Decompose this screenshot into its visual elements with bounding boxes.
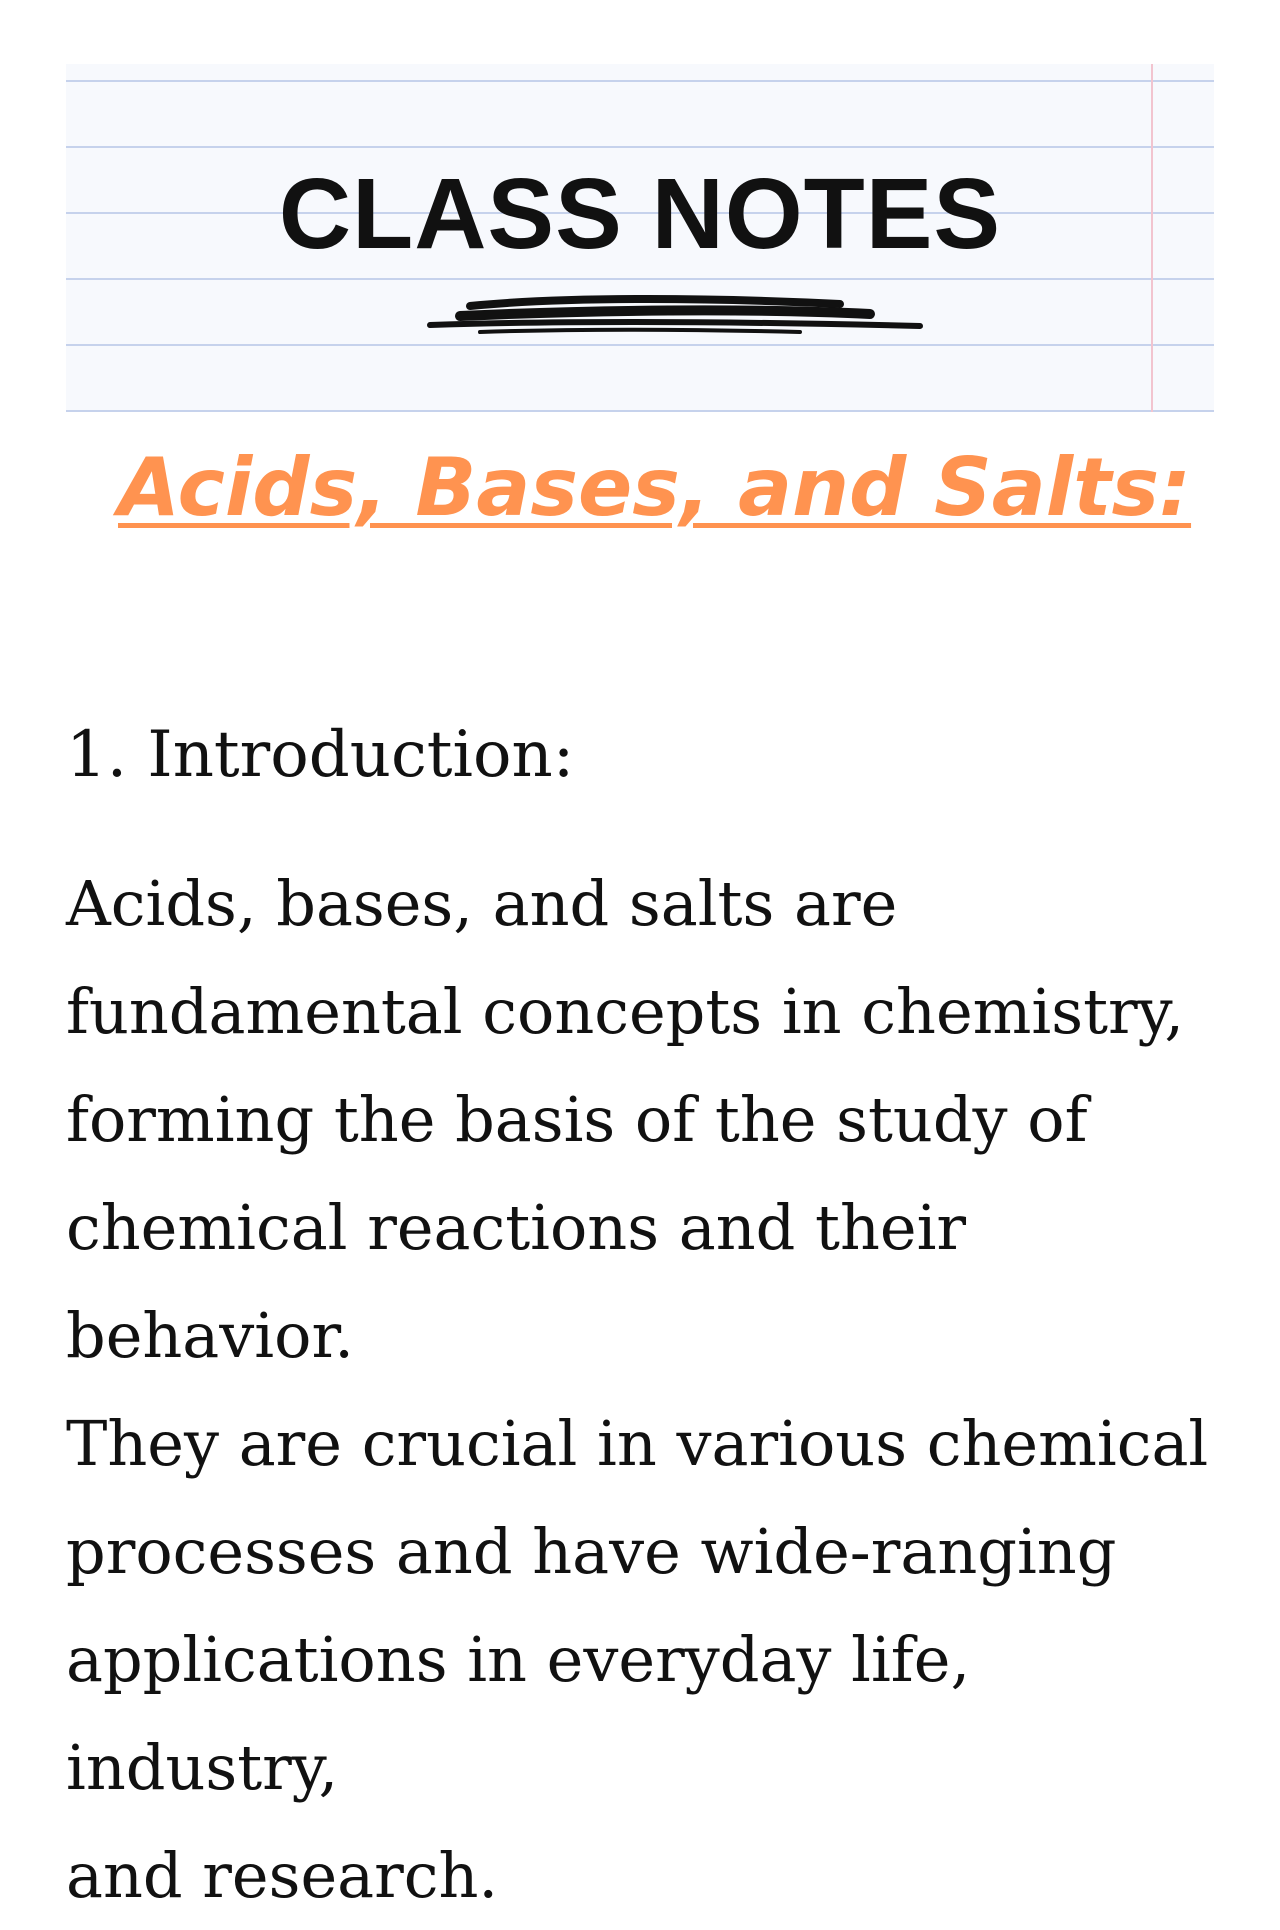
body-paragraph	[66, 850, 1216, 1930]
paragraph-line: processes and have wide-ranging	[66, 1515, 1117, 1588]
paragraph-line: They are crucial in various chemical	[66, 1407, 1209, 1480]
paragraph-line: fundamental concepts in chemistry,	[66, 975, 1185, 1048]
paragraph-line: chemical reactions and their behavior.	[66, 1191, 967, 1372]
page-title: CLASS NOTES	[278, 158, 1002, 270]
paragraph-line: Acids, bases, and salts are	[66, 867, 898, 940]
paragraph-line: forming the basis of the study of	[66, 1083, 1088, 1156]
section-heading: 1. Introduction:	[66, 718, 575, 792]
notebook-paper-header	[66, 64, 1214, 412]
paragraph-line: applications in everyday life, industry,	[66, 1623, 971, 1804]
topic-title: Acids, Bases, and Salts:	[118, 441, 1192, 534]
paragraph-line: and research.	[66, 1839, 499, 1912]
brush-stroke-underline	[420, 292, 930, 342]
